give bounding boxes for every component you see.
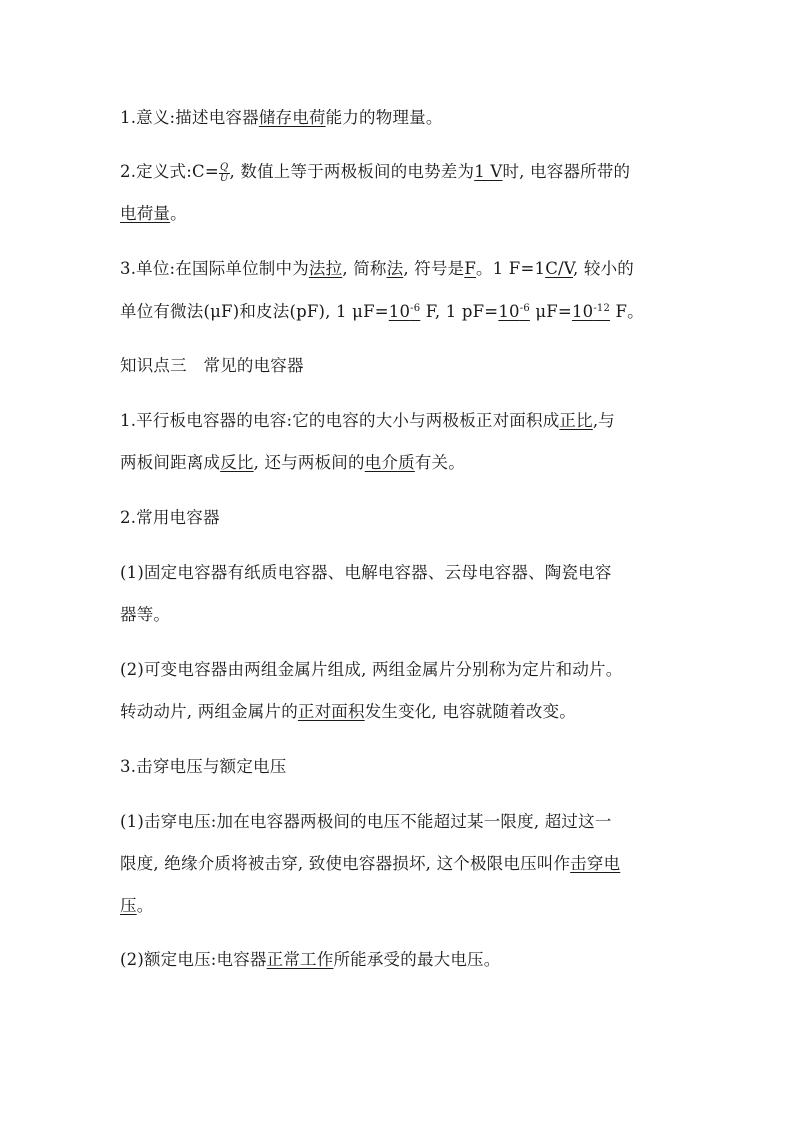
- blank-answer: 正常工作: [266, 950, 334, 969]
- blank-answer: 反比: [220, 453, 254, 472]
- fraction-q-over-u: $\frac{Q}{U}$: [219, 162, 229, 184]
- blank-answer: 法: [386, 259, 404, 278]
- paragraph-variable-capacitors-line2: 转动动片, 两组金属片的正对面积发生变化, 电容就随着改变。: [120, 702, 576, 721]
- blank-answer: 电介质: [364, 453, 415, 472]
- blank-answer: 压: [120, 896, 137, 915]
- paragraph-meaning: 1.意义:描述电容器储存电荷能力的物理量。: [120, 108, 443, 127]
- section-heading: 知识点三 常见的电容器: [120, 356, 304, 375]
- blank-answer: $10^{-12}$: [571, 302, 611, 321]
- blank-answer: C/V: [545, 259, 574, 278]
- blank-answer: 1 V: [474, 162, 503, 181]
- paragraph-common-capacitors: 2.常用电容器: [120, 508, 220, 527]
- paragraph-unit-line2: 单位有微法(μF)和皮法(pF), 1 $\mu F=10^{-6}$ F, 1 $pF=10^{-6}$ $\mu F=10^{-12}$ F。: [120, 302, 644, 321]
- blank-answer: 电荷量: [120, 204, 171, 223]
- blank-answer: $10^{-6}$: [498, 302, 530, 321]
- paragraph-parallel-plate-line1: 1.平行板电容器的电容:它的电容的大小与两极板正对面积成正比,与: [120, 411, 615, 430]
- blank-answer: 储存电荷: [258, 108, 326, 127]
- blank-answer: 法拉: [308, 259, 343, 278]
- paragraph-voltage-heading: 3.击穿电压与额定电压: [120, 757, 287, 776]
- blank-answer: 正比: [559, 411, 593, 430]
- blank-answer: F: [464, 259, 476, 278]
- paragraph-breakdown-line2: 限度, 绝缘介质将被击穿, 致使电容器损坏, 这个极限电压叫作击穿电: [120, 854, 621, 873]
- blank-answer: 击穿电: [570, 854, 621, 873]
- paragraph-fixed-capacitors-line2: 器等。: [120, 605, 171, 624]
- paragraph-variable-capacitors-line1: (2)可变电容器由两组金属片组成, 两组金属片分别称为定片和动片。: [120, 660, 623, 679]
- paragraph-breakdown-line3: 压。: [120, 896, 154, 915]
- paragraph-breakdown-line1: (1)击穿电压:加在电容器两极间的电压不能超过某一限度, 超过这一: [120, 812, 612, 831]
- paragraph-fixed-capacitors-line1: (1)固定电容器有纸质电容器、电解电容器、云母电容器、陶瓷电容: [120, 563, 612, 582]
- paragraph-unit-line1: 3.单位:在国际单位制中为法拉, 简称法, 符号是F。1 F=1C/V, 较小的: [120, 259, 635, 278]
- paragraph-parallel-plate-line2: 两板间距离成反比, 还与两板间的电介质有关。: [120, 453, 465, 472]
- blank-answer: $10^{-6}$: [388, 302, 421, 321]
- paragraph-rated-voltage: (2)额定电压:电容器正常工作所能承受的最大电压。: [120, 950, 501, 969]
- blank-answer: 正对面积: [297, 702, 365, 721]
- paragraph-definition-line2: 电荷量。: [120, 204, 187, 223]
- paragraph-definition-line1: 2.定义式:C= $\frac{Q}{U}$ , 数值上等于两极板间的电势差为1 V时, 电容器所带的: [120, 162, 631, 184]
